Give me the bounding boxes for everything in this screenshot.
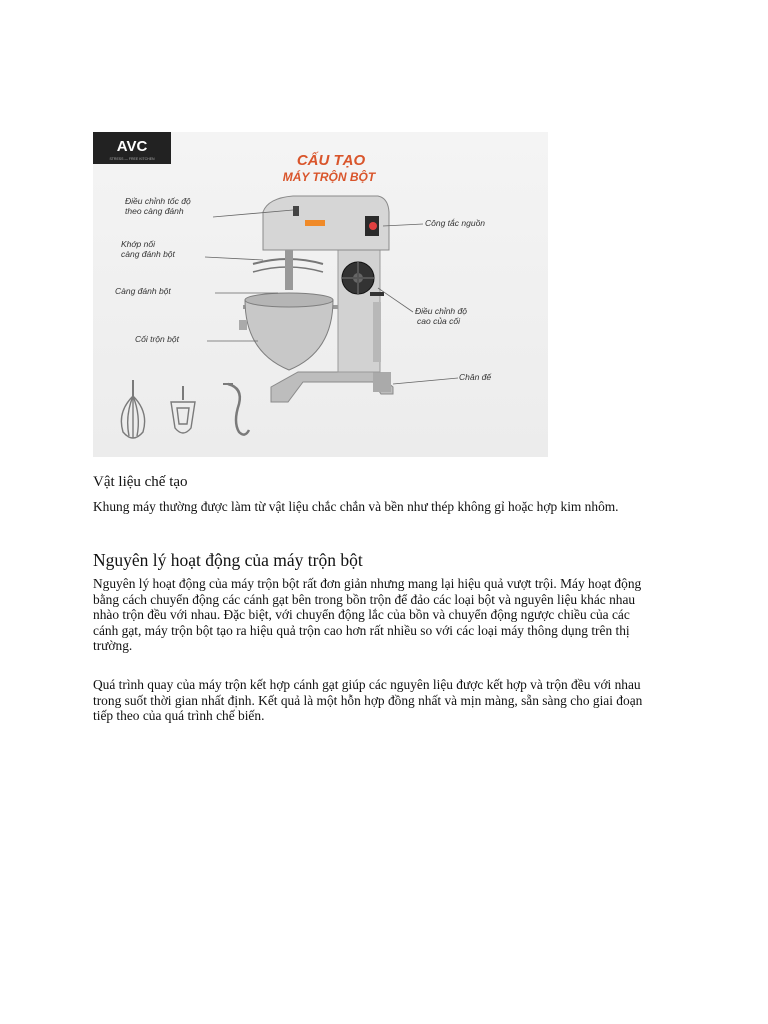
paragraph-principle-2: Quá trình quay của máy trộn kết hợp cánh gạt giúp các nguyên liệu được kết hợp và trộn đều với nhau trong suốt thời gian nhất định. Kết quả là một hỗn hợp đồng nhất và mịn màng, sẵn sàng cho giai đoạn tiếp theo của quá trình chế biến. [93, 677, 643, 723]
label-base: Chân đế [459, 372, 492, 382]
label-beater: Càng đánh bột [115, 286, 171, 296]
logo-text: AVC [116, 138, 148, 155]
paragraph-materials: Khung máy thường được làm từ vật liệu chắc chắn và bền như thép không gỉ hoặc hợp kim nhôm. [93, 499, 619, 514]
label-speed-line1: Điều chỉnh tốc độ [125, 196, 191, 206]
label-height-line2: cao của cối [417, 316, 460, 326]
mixer-diagram-figure [93, 132, 548, 457]
label-speed-line2: theo càng đánh [125, 206, 184, 216]
mixer-illustration [239, 196, 393, 402]
label-power-switch: Công tắc nguồn [425, 218, 486, 228]
label-height-line1: Điều chỉnh độ [415, 306, 467, 316]
section-heading-principle: Nguyên lý hoạt động của máy trộn bột [93, 550, 363, 570]
diagram-title-line1: CẤU TẠO [296, 152, 366, 169]
beater-shaft [285, 250, 293, 290]
logo-tagline: STRESS — FREE KITCHEN [109, 157, 155, 161]
paragraph-principle-1: Nguyên lý hoạt động của máy trộn bột rất đơn giản nhưng mang lại hiệu quả vượt trội. Máy hoạt động bằng cách chuyển động các cánh gạt bên trong bồn trộn để đảo các loại bột và nguyên liệu khác nhau nhào trộn đều với nhau. Đặc biệt, với chuyển động lắc của bồn và chuyển động ngược chiều của các cánh gạt, máy trộn bột tạo ra hiệu quả trộn cao hơn rất nhiều so với các loại máy thông dụng trên thị trường. [93, 576, 642, 653]
section-heading-materials: Vật liệu chế tạo [93, 474, 188, 490]
speed-lever [293, 206, 299, 216]
label-bowl: Cối trộn bột [135, 334, 179, 344]
mixer-bowl [245, 300, 333, 370]
flat-beater-attachment [171, 386, 195, 433]
avc-logo [93, 132, 171, 164]
speed-indicator [305, 220, 325, 226]
mixer-diagram-svg [93, 132, 548, 457]
mixer-bowl-rim [245, 293, 333, 307]
bowl-handle [239, 320, 247, 330]
dough-hook-attachment [223, 384, 249, 435]
height-wheel-handle [370, 292, 384, 296]
label-joint-line2: càng đánh bột [121, 249, 175, 259]
attachments [121, 380, 249, 438]
power-switch-button [369, 222, 377, 230]
leader-line-joint [205, 257, 263, 260]
diagram-title-line2: MÁY TRỘN BỘT [282, 170, 376, 184]
mixer-column-side [373, 302, 381, 362]
leader-line-base [393, 378, 458, 384]
mixer-base-foot [373, 372, 391, 392]
leader-line-height [378, 288, 413, 312]
whisk-attachment [121, 380, 144, 438]
label-joint-line1: Khớp nối [121, 239, 155, 249]
